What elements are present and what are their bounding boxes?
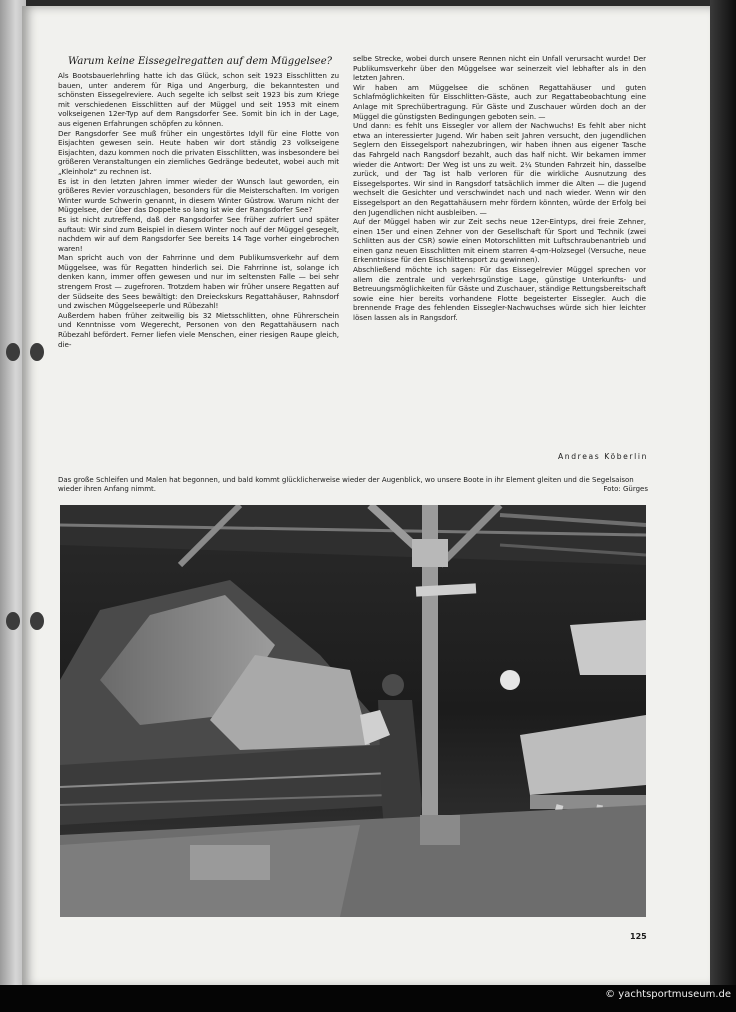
page-edge-shadow [710,0,736,1012]
paragraph: Es ist in den letzten Jahren immer wieder der Wunsch laut geworden, ein größeres Revier vorzuschlagen, besonders für die Meisterschaften. Im vorigen Winter wurde Schwerin genannt, in diesem Winter Güstrow. Warum nicht der Müggelsee, der über das Doppelte so lang ist wie der Rangsdorfer See? [58,176,339,215]
binder-hole [30,612,44,630]
paragraph: Der Rangsdorfer See muß früher ein ungestörtes Idyll für eine Flotte von Eisjachten gewesen sein. Heute haben wir dort ständig 23 volkseigene Eisjachten, dazu kommen noch die privaten Eisschlitten, was insbesondere bei größeren Veranstaltungen ein ziemliches Gedränge bedeutet, wobei auch mit „Kleinholz“ zu rechnen ist. [58,128,339,176]
paragraph: Man spricht auch von der Fahrrinne und dem Publikumsverkehr auf dem Müggelsee, was für Regatten hinderlich sei. Die Fahrrinne ist, solange ich denken kann, immer offen gewesen und nur im seltensten Falle — bei sehr strengem Frost — zugefroren. Trotzdem haben wir früher unsere Regatten auf der Südseite des Sees bewältigt: den Dreieckskurs Regattahäuser, Rahnsdorf und zwischen Müggelseeperle und Rübezahl! [58,253,339,311]
photo-caption [58,476,648,494]
caption-text: Das große Schleifen und Malen hat begonnen, und bald kommt glücklicherweise wieder der Augenblick, wo unsere Boote in ihr Element gleiten und die Segelsaison wieder ihren Anfang nimmt. [58,476,634,493]
paragraph: selbe Strecke, wobei durch unsere Rennen nicht ein Unfall verursacht wurde! Der Publikumsverkehr über den Müggelsee war seinerzeit viel lebhafter als in den letzten Jahren. [353,54,646,83]
paragraph: Und dann: es fehlt uns Eissegler vor allem der Nachwuchs! Es fehlt aber nicht etwa an interessierter Jugend. Wir haben seit Jahren versucht, den jugendlichen Seglern den Eissegelsport nahezubringen, wir haben ihnen aus eigener Tasche das Fahrgeld nach Rangsdorf bezahlt, auch das half nicht. Wir bekamen immer wieder die Antwort: Der Weg ist uns zu weit. 2¼ Stunden Fahrzeit hin, dasselbe zurück, und der Tag ist halb verloren für die wirkliche Ausnutzung des Eissegelsportes. Wir sind in Rangsdorf tatsächlich immer die Alten — die Jugend wechselt die Gesichter und verschwindet nach und nach wieder. Wenn wir den Eissegelsport an den Regattahäusern mehr fördern könnten, würde der Erfolg bei den Jugendlichen nicht ausbleiben. — [353,121,646,217]
paragraph: Als Bootsbauerlehrling hatte ich das Glück, schon seit 1923 Eisschlitten zu bauen, unter anderem für Riga und Angerburg, die bekanntesten und schönsten Eissegelreviere. Auch segelte ich selbst seit 1923 bis zum Kriege mit verschiedenen Eisschlitten auf der Müggel und seit 1953 mit einem volkseigenen 12er-Typ auf dem Rangsdorfer See. Somit bin ich in der Lage, aus eigenen Erfahrungen schöpfen zu können. [58,71,339,128]
paragraph: Abschließend möchte ich sagen: Für das Eissegelrevier Müggel sprechen vor allem die zentrale und verkehrsgünstige Lage, günstige Unterkunfts- und Betreuungsmöglichkeiten für Gäste und Zuschauer, ständige Rettungsbereitschaft sowie eine hier bereits vorhandene Flotte begeisterter Eissegler. Auch die brennende Frage des fehlenden Eissegler-Nachwuchses würde sich hier leichter lösen lassen als in Rangsdorf. [353,265,646,323]
boatyard-photo-illustration [60,505,646,917]
paragraph: Außerdem haben früher zeitweilig bis 32 Mietsschlitten, ohne Führerschein und Kenntnisse vom Wegerecht, Personen von den Regattahäusern nach Rübezahl befördert. Ferner liefen viele Menschen, einer riesigen Raupe gleich, die- [58,310,339,349]
photo-credit: Foto: Gürges [603,485,648,493]
binder-hole [6,343,20,361]
page-number: 125 [630,932,647,941]
paragraph: Wir haben am Müggelsee die schönen Regattahäuser und guten Schlafmöglichkeiten für Eisschlitten-Gäste, auch zur Regattabeobachtung eine Anlage mit Sprechübertragung. Für Gäste und Zuschauer würden doch an der Müggel die günstigsten Bedingungen geboten sein. — [353,82,646,121]
article-column-right [353,54,646,466]
paragraph: Auf der Müggel haben wir zur Zeit sechs neue 12er-Eintyps, drei freie Zehner, einen 15er und einen Zehner von der Gesellschaft für Sport und Technik (zwei Schlitten aus der CSR) sowie einen Motorschlitten mit Luftschraubenantrieb und einen ganz neuen Eisschlitten mit einem starren 4-qm-Holzsegel (Versuche, neue Erkenntnisse für den Eisschlittensport zu gewinnen). [353,217,646,265]
article-column-left [58,71,339,466]
binder-hole [30,343,44,361]
article-title: Warum keine Eissegelregatten auf dem Müggelsee? [68,56,332,67]
binder-hole [6,612,20,630]
boatyard-photo [60,505,646,917]
paragraph: Es ist nicht zutreffend, daß der Rangsdorfer See früher zufriert und später auftaut: Wir sind zum Beispiel in diesem Winter noch auf der Müggel gesegelt, nachdem wir auf dem Rangsdorfer See bereits 14 Tage vorher eingebrochen waren! [58,214,339,253]
article-author: Andreas Köberlin [558,452,648,461]
watermark: © yachtsportmuseum.de [605,989,731,1000]
